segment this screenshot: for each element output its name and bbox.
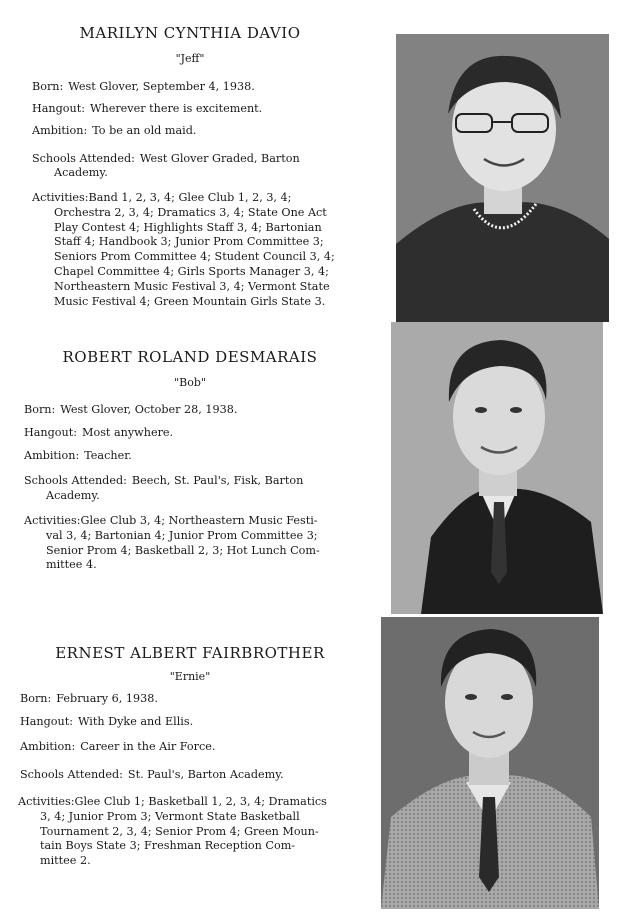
ambition-field (24, 449, 132, 464)
activities-line: 3, 4; Junior Prom 3; Vermont State Basketball (40, 809, 300, 823)
person-nickname: "Ernie" (169, 670, 211, 683)
activities-line: Glee Club 1; Basketball 1, 2, 3, 4; Dramatics (74, 795, 327, 808)
schools-field (20, 768, 284, 783)
schools-label: Schools Attended: (20, 768, 123, 781)
person-name: MARILYN CYNTHIA DAVIO (79, 24, 301, 42)
activities-line: Band 1, 2, 3, 4; Glee Club 1, 2, 3, 4; (88, 191, 292, 204)
ambition-value: To be an old maid. (92, 124, 197, 137)
ambition-field (20, 740, 215, 755)
born-label: Born: (24, 403, 56, 416)
hangout-field (32, 102, 262, 117)
hangout-field (20, 715, 193, 730)
activities-line: Seniors Prom Committee 4; Student Council 3, 4; (54, 250, 335, 264)
ambition-label: Ambition: (32, 124, 88, 137)
hangout-label: Hangout: (32, 102, 85, 115)
activities-line: tain Boys State 3; Freshman Reception Com- (40, 839, 296, 853)
schools-value-cont: Academy. (46, 489, 100, 502)
ambition-label: Ambition: (20, 740, 76, 753)
portrait-photo-marilyn (396, 34, 609, 322)
born-field (24, 403, 237, 418)
born-value: February 6, 1938. (56, 692, 158, 705)
person-nickname: "Jeff" (175, 52, 205, 65)
activities-line: mittee 2. (40, 854, 91, 868)
activities-line: Chapel Committee 4; Girls Sports Manager 3, 4; (54, 264, 329, 278)
ambition-label: Ambition: (24, 449, 80, 462)
schools-value: St. Paul's, Barton Academy. (127, 768, 284, 781)
schools-value: West Glover Graded, Barton (139, 152, 300, 165)
portrait-photo-ernest (381, 617, 599, 909)
activities-line: Orchestra 2, 3, 4; Dramatics 3, 4; State One Act (54, 205, 327, 219)
born-field (32, 80, 255, 95)
activities-line: Music Festival 4; Green Mountain Girls State 3. (54, 294, 326, 308)
born-value: West Glover, October 28, 1938. (60, 403, 238, 416)
born-field (20, 692, 158, 707)
hangout-value: Wherever there is excitement. (90, 102, 263, 115)
hangout-label: Hangout: (20, 715, 73, 728)
portrait-photo-robert (391, 322, 603, 614)
activities-line: mittee 4. (46, 558, 97, 572)
person-nickname: "Bob" (174, 376, 206, 389)
activities-field (24, 514, 320, 573)
ambition-value: Career in the Air Force. (80, 740, 216, 753)
ambition-value: Teacher. (84, 449, 132, 462)
ambition-field (32, 124, 196, 139)
hangout-field (24, 426, 173, 441)
schools-label: Schools Attended: (32, 152, 135, 165)
schools-value: Beech, St. Paul's, Fisk, Barton (131, 474, 304, 487)
person-name: ROBERT ROLAND DESMARAIS (62, 348, 318, 366)
activities-label: Activities: (32, 191, 89, 204)
activities-line: Staff 4; Handbook 3; Junior Prom Committee 3; (54, 235, 324, 249)
schools-label: Schools Attended: (24, 474, 127, 487)
born-label: Born: (20, 692, 52, 705)
hangout-value: Most anywhere. (82, 426, 174, 439)
person-name: ERNEST ALBERT FAIRBROTHER (55, 644, 325, 662)
activities-line: Senior Prom 4; Basketball 2, 3; Hot Lunch Com- (46, 543, 320, 557)
born-label: Born: (32, 80, 64, 93)
activities-field (32, 191, 335, 309)
hangout-value: With Dyke and Ellis. (78, 715, 194, 728)
activities-label: Activities: (24, 514, 81, 527)
born-value: West Glover, September 4, 1938. (68, 80, 255, 93)
activities-line: Northeastern Music Festival 3, 4; Vermont State (54, 279, 330, 293)
schools-field (24, 474, 303, 489)
activities-line: Glee Club 3, 4; Northeastern Music Festi- (80, 514, 318, 527)
hangout-label: Hangout: (24, 426, 77, 439)
activities-field (18, 795, 327, 869)
activities-label: Activities: (18, 795, 75, 808)
schools-field (32, 152, 300, 167)
schools-value-cont: Academy. (54, 166, 108, 179)
activities-line: Play Contest 4; Highlights Staff 3, 4; Bartonian (54, 220, 322, 234)
activities-line: Tournament 2, 3, 4; Senior Prom 4; Green Moun- (40, 824, 319, 838)
activities-line: val 3, 4; Bartonian 4; Junior Prom Committee 3; (46, 528, 318, 542)
